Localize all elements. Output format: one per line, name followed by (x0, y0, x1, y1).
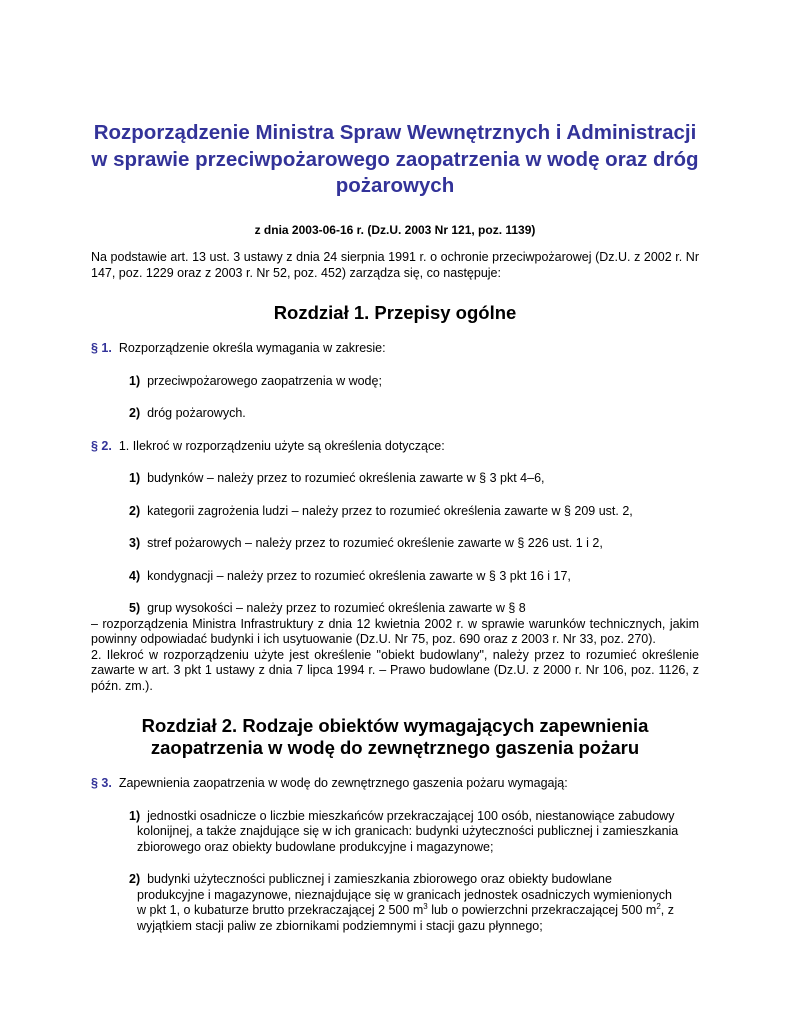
section-1-mark: § 1. (91, 341, 112, 355)
chapter-2-heading: Rozdział 2. Rodzaje obiektów wymagających zapewnienia zaopatrzenia w wodę do zewnętrznego gaszenia pożaru (141, 715, 649, 758)
list-item: 5) grup wysokości – należy przez to rozumieć określenia zawarte w § 8 (129, 601, 526, 615)
section-2-mark: § 2. (91, 438, 112, 453)
section-2 (91, 439, 699, 455)
section-1 (91, 341, 699, 357)
section-1-text: Rozporządzenie określa wymagania w zakresie: (118, 341, 386, 355)
list-item: 1) przeciwpożarowego zaopatrzenia w wodę; (129, 373, 382, 388)
list-item: 2) dróg pożarowych. (129, 406, 246, 420)
list-item: 2) budynki użyteczności publicznej i zamieszkania zbiorowego oraz obiekty budowlane produkcyjne i magazynowe, nieznajdujące się w granicach jednostek osadniczych wymienionych w pkt 1, o kubaturze brutto przekraczającej 2 500 $m^3$ lub o powierzchni przekraczającej 500 $m^2$, z wyjątkiem stacji paliw ze zbiornikami podziemnymi i stacji gazu płynnego; (129, 872, 674, 933)
section-2-tail-2: 2. Ilekroć w rozporządzeniu użyte jest określenie "obiekt budowlany", należy przez to rozumieć określenie zawarte w art. 3 pkt 1 ustawy z dnia 7 lipca 1994 r. – Prawo budowlane (Dz.U. z 2000 r. Nr 106, poz. 1126, z późn. zm.). (91, 647, 699, 693)
date-line: z dnia 2003-06-16 r. (Dz.U. 2003 Nr 121, poz. 1139) (254, 222, 536, 237)
list-item: 2) kategorii zagrożenia ludzi – należy przez to rozumieć określenia zawarte w § 209 ust. 2, (129, 503, 633, 518)
list-item: 4) kondygnacji – należy przez to rozumieć określenia zawarte w § 3 pkt 16 i 17, (129, 568, 571, 583)
list-item: 1) budynków – należy przez to rozumieć określenia zawarte w § 3 pkt 4–6, (129, 471, 545, 485)
section-3-mark: § 3. (91, 776, 112, 790)
section-3-text: Zapewnienia zaopatrzenia w wodę do zewnętrznego gaszenia pożaru wymagają: (118, 776, 568, 790)
list-item: 3) stref pożarowych – należy przez to rozumieć określenie zawarte w § 226 ust. 1 i 2, (129, 536, 603, 550)
section-3 (91, 776, 699, 792)
chapter-1-heading: Rozdział 1. Przepisy ogólne (273, 302, 517, 323)
section-2-text: 1. Ilekroć w rozporządzeniu użyte są określenia dotyczące: (118, 438, 445, 453)
list-item: 1) jednostki osadnicze o liczbie mieszkańców przekraczającej 100 osób, niestanowiące zabudowy kolonijnej, a także znajdujące się w ich granicach: budynki użyteczności publicznej i zamieszkania zbiorowego oraz obiekty budowlane produkcyjne i magazynowe; (129, 808, 679, 854)
intro-paragraph: Na podstawie art. 13 ust. 3 ustawy z dnia 24 sierpnia 1991 r. o ochronie przeciwpożarowej (Dz.U. z 2002 r. Nr 147, poz. 1229 oraz z 2003 r. Nr 52, poz. 452) zarządza się, co następuje: (91, 250, 699, 280)
document-title: Rozporządzenie Ministra Spraw Wewnętrznych i Administracji w sprawie przeciwpożarowego zaopatrzenia w wodę oraz dróg pożarowych (91, 121, 699, 197)
section-2-tail-1: – rozporządzenia Ministra Infrastruktury z dnia 12 kwietnia 2002 r. w sprawie warunków technicznych, jakim powinny odpowiadać budynki i ich usytuowanie (Dz.U. Nr 75, poz. 690 oraz z 2003 r. Nr 33, poz. 270). (91, 616, 699, 646)
